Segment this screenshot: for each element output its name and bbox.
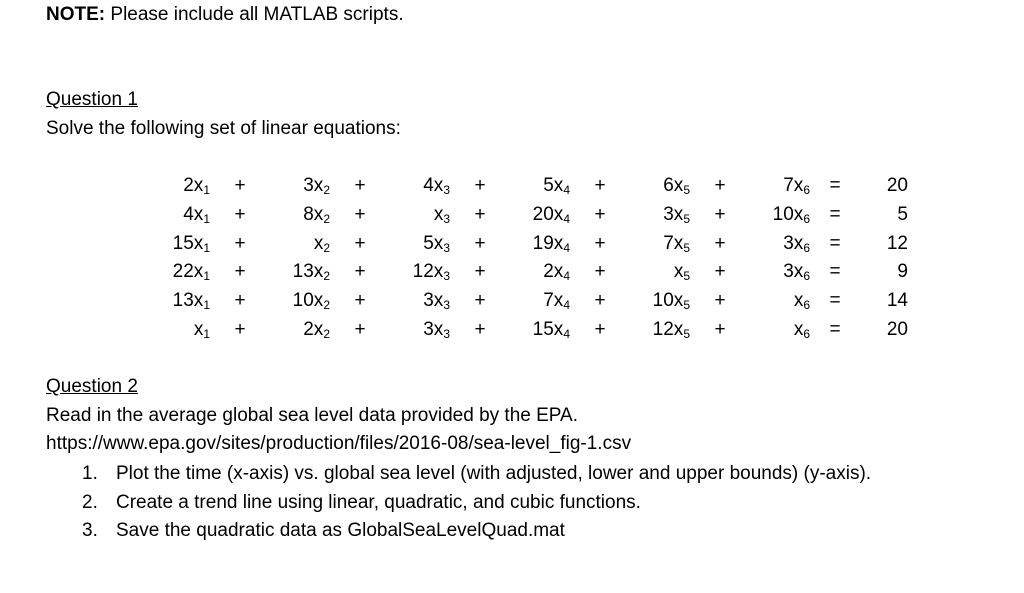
plus-operator: + — [594, 203, 606, 225]
equation-rhs: 14 — [886, 290, 908, 312]
task-text: Save the quadratic data as GlobalSeaLevelQuad.mat — [116, 520, 565, 542]
plus-operator: + — [594, 175, 606, 196]
equation-term: $4x_1$ — [183, 203, 210, 226]
equation-term: $6x_5$ — [663, 175, 690, 197]
plus-operator: + — [714, 203, 726, 225]
task-item — [46, 517, 946, 546]
plus-operator: + — [474, 261, 486, 283]
equation-term: $2x_1$ — [183, 175, 210, 197]
plus-operator: + — [594, 318, 606, 340]
plus-operator: + — [234, 261, 246, 283]
plus-operator: + — [234, 203, 246, 225]
equation-term: $5x_4$ — [543, 175, 570, 197]
equation-term: $x_5$ — [673, 261, 690, 284]
equation-term: $13x_1$ — [172, 290, 210, 313]
equation-rhs: 20 — [886, 318, 908, 340]
equation-term: $10x_6$ — [772, 203, 810, 226]
equals-sign: = — [829, 203, 841, 225]
task-number: 3. — [82, 520, 98, 542]
plus-operator: + — [594, 290, 606, 312]
equals-sign: = — [829, 232, 841, 254]
equation-term: $7x_5$ — [663, 232, 690, 255]
plus-operator: + — [474, 203, 486, 225]
equation-term: $x_1$ — [193, 318, 210, 341]
equation-row — [150, 258, 908, 287]
equation-system — [150, 172, 908, 345]
question-2-heading: Question 2 — [46, 376, 138, 397]
plus-operator: + — [474, 290, 486, 312]
equation-term: $x_6$ — [793, 290, 810, 313]
note-line — [46, 3, 404, 27]
plus-operator: + — [474, 232, 486, 254]
task-text: Create a trend line using linear, quadratic, and cubic functions. — [116, 491, 641, 513]
equation-term: $13x_2$ — [292, 261, 330, 284]
equals-sign: = — [829, 261, 841, 283]
task-text: Plot the time (x-axis) vs. global sea level (with adjusted, lower and upper bounds) (y-axis). — [116, 463, 872, 484]
plus-operator: + — [594, 261, 606, 283]
plus-operator: + — [234, 290, 246, 312]
equation-term: $4x_3$ — [423, 175, 450, 197]
equation-term: $10x_2$ — [292, 290, 330, 313]
plus-operator: + — [234, 232, 246, 254]
plus-operator: + — [354, 232, 366, 254]
plus-operator: + — [234, 318, 246, 340]
equation-term: $x_3$ — [433, 203, 450, 226]
equation-term: $x_6$ — [793, 318, 810, 341]
task-list — [46, 460, 946, 546]
equation-term: $15x_4$ — [532, 318, 570, 341]
plus-operator: + — [354, 203, 366, 225]
equation-rhs: 9 — [897, 261, 908, 283]
equation-term: $7x_4$ — [543, 290, 570, 313]
equals-sign: = — [829, 318, 841, 340]
plus-operator: + — [474, 175, 486, 196]
equation-term: $22x_1$ — [172, 261, 210, 284]
equals-sign: = — [829, 290, 841, 312]
plus-operator: + — [594, 232, 606, 254]
equation-row — [150, 316, 908, 345]
equation-term: $3x_3$ — [423, 290, 450, 313]
equation-term: $7x_6$ — [783, 175, 810, 197]
plus-operator: + — [354, 318, 366, 340]
plus-operator: + — [714, 261, 726, 283]
equation-term: $20x_4$ — [532, 203, 570, 226]
equation-row — [150, 172, 908, 201]
equals-sign: = — [829, 175, 841, 196]
equation-term: $19x_4$ — [532, 232, 570, 255]
plus-operator: + — [354, 290, 366, 312]
plus-operator: + — [474, 318, 486, 340]
plus-operator: + — [714, 290, 726, 312]
equation-term: $2x_4$ — [543, 261, 570, 284]
plus-operator: + — [714, 318, 726, 340]
equation-term: $3x_3$ — [423, 318, 450, 341]
equation-term: $8x_2$ — [303, 203, 330, 226]
note-text: Please include all MATLAB scripts. — [110, 4, 404, 25]
equation-term: $15x_1$ — [172, 232, 210, 255]
equation-term: $x_2$ — [313, 232, 330, 255]
question-2-intro: Read in the average global sea level data provided by the EPA. — [46, 405, 578, 426]
question-1-prompt: Solve the following set of linear equations: — [46, 118, 401, 139]
equation-row — [150, 230, 908, 259]
plus-operator: + — [354, 175, 366, 196]
task-number: 1. — [82, 463, 98, 484]
equation-rhs: 12 — [886, 232, 908, 254]
plus-operator: + — [714, 175, 726, 196]
equation-rhs: 5 — [897, 203, 908, 225]
equation-row — [150, 201, 908, 230]
task-item — [46, 460, 946, 489]
question-1-heading: Question 1 — [46, 89, 138, 110]
equation-term: $12x_5$ — [652, 318, 690, 341]
equation-row — [150, 287, 908, 316]
equation-term: $3x_6$ — [783, 232, 810, 255]
task-number: 2. — [82, 491, 98, 513]
equation-term: $3x_5$ — [663, 203, 690, 226]
equation-term: $12x_3$ — [412, 261, 450, 284]
equation-term: $10x_5$ — [652, 290, 690, 313]
equation-term: $2x_2$ — [303, 318, 330, 341]
plus-operator: + — [714, 232, 726, 254]
data-url: https://www.epa.gov/sites/production/files/2016-08/sea-level_fig-1.csv — [46, 433, 632, 454]
note-label: NOTE: — [46, 4, 106, 25]
equation-term: $3x_2$ — [303, 175, 330, 197]
plus-operator: + — [354, 261, 366, 283]
equation-rhs: 20 — [886, 175, 908, 196]
task-item — [46, 489, 946, 518]
equation-term: $3x_6$ — [783, 261, 810, 284]
plus-operator: + — [234, 175, 246, 196]
equation-term: $5x_3$ — [423, 232, 450, 255]
